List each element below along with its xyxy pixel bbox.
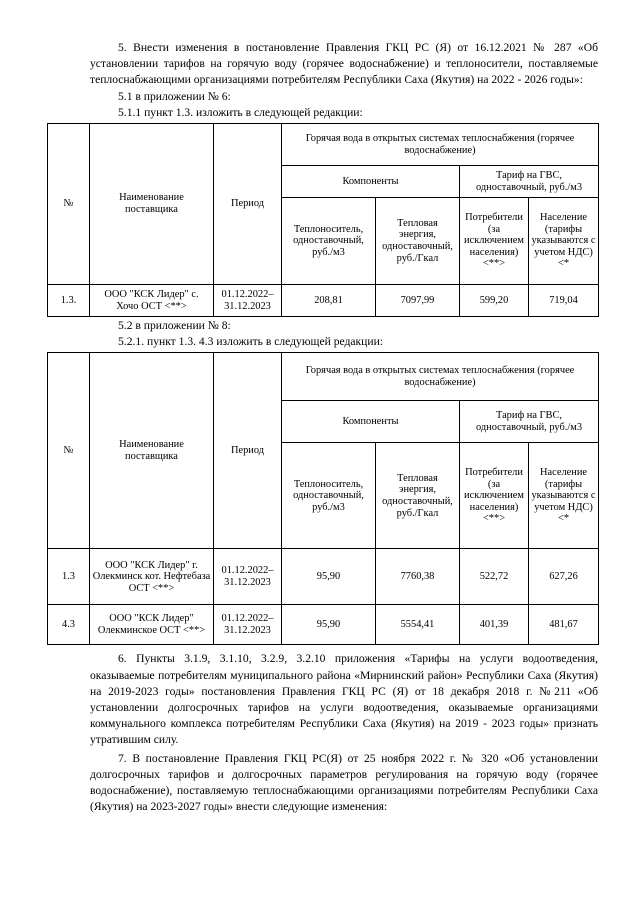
header-carrier: Теплоноситель, одноставочный, руб./м3 (282, 198, 376, 285)
cell-energy: 7760,38 (376, 549, 460, 605)
cell-consumers: 401,39 (460, 605, 529, 645)
cell-energy: 7097,99 (376, 285, 460, 317)
paragraph-7: 7. В постановление Правления ГКЦ РС(Я) от 25 ноября 2022 г. № 320 «Об установлении долгосрочных тарифов и долгосрочных параметров регулирования на горячую воду (горячее водоснабжение), поставляемую теплоснабжающими организациями потребителям Республики Саха (Якутия) на 2023-2027 годы» внести следующие изменения: (90, 751, 598, 814)
cell-consumers: 522,72 (460, 549, 529, 605)
paragraph-5-1-1: 5.1.1 пункт 1.3. изложить в следующей редакции: (118, 105, 363, 119)
col-header-supplier: Наименование поставщика (90, 124, 214, 285)
table-row (48, 285, 599, 317)
cell-supplier: ООО "КСК Лидер" с. Хочо ОСТ <**> (90, 285, 214, 317)
header-tariff: Тариф на ГВС, одноставочный, руб./м3 (460, 166, 599, 198)
table-row (48, 549, 599, 605)
header-energy: Тепловая энергия, одноставочный, руб./Гкал (376, 443, 460, 549)
paragraph-5: 5. Внести изменения в постановление Правления ГКЦ РС (Я) от 16.12.2021 № 287 «Об установлении тарифов на горячую воду (горячее водоснабжение) и теплоносители, поставляемые теплоснабжающими организациями потребителям Республики Саха (Якутия) на 2022 - 2026 годы»: (90, 41, 598, 87)
col-header-supplier: Наименование поставщика (90, 353, 214, 549)
tariff-table-appendix-6 (47, 123, 599, 317)
tariff-table-appendix-8 (47, 352, 599, 645)
header-consumers: Потребители (за исключением населения) <**> (460, 198, 529, 285)
paragraph-5-2: 5.2 в приложении № 8: (118, 319, 231, 333)
header-carrier: Теплоноситель, одноставочный, руб./м3 (282, 443, 376, 549)
group-header-hot-water: Горячая вода в открытых системах теплоснабжения (горячее водоснабжение) (282, 353, 599, 401)
document-page (60, 40, 598, 815)
header-population: Население (тарифы указываются с учетом НДС) <* (529, 198, 599, 285)
group-header-hot-water: Горячая вода в открытых системах теплоснабжения (горячее водоснабжение) (282, 124, 599, 166)
cell-period: 01.12.2022–31.12.2023 (214, 605, 282, 645)
cell-carrier: 95,90 (282, 605, 376, 645)
header-components: Компоненты (282, 166, 460, 198)
col-header-period: Период (214, 124, 282, 285)
paragraph-6: 6. Пункты 3.1.9, 3.1.10, 3.2.9, 3.2.10 приложения «Тарифы на услуги водоотведения, оказываемые потребителям муниципального района «Мирнинский район» Республики Саха (Якутия) на 2019-2023 годы» постановления Правления ГКЦ РС (Я) от 18 декабря 2018 г. №211 «Об установлении долгосрочных тарифов на услуги водоотведения, оказываемые организациями коммунального комплекса потребителям Республики Саха (Якутия) на 2019 - 2023 годы» признать утратившим силу. (90, 652, 598, 747)
cell-population: 627,26 (529, 549, 599, 605)
cell-number: 4.3 (48, 605, 90, 645)
header-tariff: Тариф на ГВС, одноставочный, руб./м3 (460, 401, 599, 443)
paragraph-5-1: 5.1 в приложении № 6: (118, 89, 231, 103)
col-header-number: № (48, 124, 90, 285)
col-header-number: № (48, 353, 90, 549)
cell-period: 01.12.2022–31.12.2023 (214, 549, 282, 605)
cell-number: 1.3 (48, 549, 90, 605)
cell-carrier: 208,81 (282, 285, 376, 317)
cell-consumers: 599,20 (460, 285, 529, 317)
col-header-period: Период (214, 353, 282, 549)
cell-number: 1.3. (48, 285, 90, 317)
header-consumers: Потребители (за исключением населения) <**> (460, 443, 529, 549)
cell-carrier: 95,90 (282, 549, 376, 605)
cell-population: 481,67 (529, 605, 599, 645)
cell-population: 719,04 (529, 285, 599, 317)
cell-supplier: ООО "КСК Лидер" г. Олекминск кот. Нефтебаза ОСТ <**> (90, 549, 214, 605)
cell-energy: 5554,41 (376, 605, 460, 645)
header-population: Население (тарифы указываются с учетом НДС) <* (529, 443, 599, 549)
paragraph-5-2-1: 5.2.1. пункт 1.3. 4.3 изложить в следующей редакции: (118, 335, 383, 349)
header-components: Компоненты (282, 401, 460, 443)
cell-supplier: ООО "КСК Лидер" Олекминское ОСТ <**> (90, 605, 214, 645)
header-energy: Тепловая энергия, одноставочный, руб./Гкал (376, 198, 460, 285)
cell-period: 01.12.2022–31.12.2023 (214, 285, 282, 317)
table-row (48, 605, 599, 645)
